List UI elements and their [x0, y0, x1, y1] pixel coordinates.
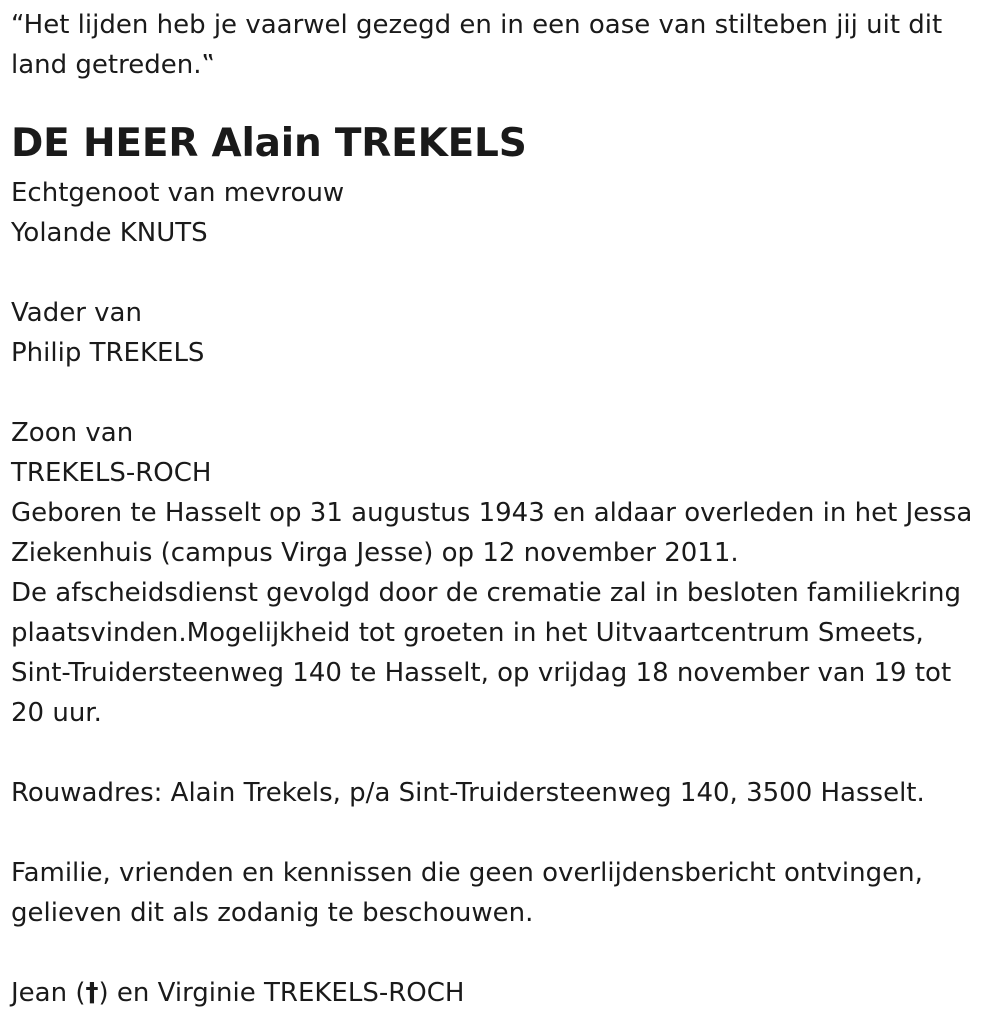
notice: [11, 853, 991, 933]
quote-line: land getreden.‟: [11, 50, 215, 80]
parents-name: TREKELS-ROCH: [11, 458, 212, 488]
spouse-name: Yolande KNUTS: [11, 218, 208, 248]
spacer: [11, 373, 991, 413]
quote-line: “Het lijden heb je vaarwel gezegd en in een oase van stilteben jij uit dit: [11, 10, 943, 40]
cross-icon: †: [85, 978, 99, 1008]
body-line: 20 uur.: [11, 698, 102, 728]
parents-after: ) en Virginie TREKELS-ROCH: [98, 978, 465, 1008]
body-line: plaatsvinden.Mogelijkheid tot groeten in het Uitvaartcentrum Smeets,: [11, 618, 924, 648]
child-name: Philip TREKELS: [11, 338, 205, 368]
father-of-label: Vader van: [11, 298, 142, 328]
deceased-title: DE HEER Alain TREKELS: [11, 121, 527, 166]
body-line: Ziekenhuis (campus Virga Jesse) op 12 november 2011.: [11, 538, 739, 568]
spouse-label: Echtgenoot van mevrouw: [11, 178, 345, 208]
notice-line: Familie, vrienden en kennissen die geen overlijdensbericht ontvingen,: [11, 858, 923, 888]
opening-quote: [11, 5, 991, 85]
spacer: [11, 253, 991, 293]
body-line: Sint-Truidersteenweg 140 te Hasselt, op vrijdag 18 november van 19 tot: [11, 658, 952, 688]
obituary-document: [11, 5, 991, 1013]
spacer: [11, 933, 991, 973]
service-details: [11, 493, 991, 733]
notice-line: gelieven dit als zodanig te beschouwen.: [11, 898, 534, 928]
body-line: De afscheidsdienst gevolgd door de crematie zal in besloten familiekring: [11, 578, 962, 608]
mourning-address: Rouwadres: Alain Trekels, p/a Sint-Truidersteenweg 140, 3500 Hasselt.: [11, 778, 925, 808]
spacer: [11, 813, 991, 853]
parents-line: [11, 973, 991, 1013]
son-of-label: Zoon van: [11, 418, 134, 448]
spacer: [11, 733, 991, 773]
parents-before: Jean (: [11, 978, 86, 1008]
body-line: Geboren te Hasselt op 31 augustus 1943 en aldaar overleden in het Jessa: [11, 498, 973, 528]
